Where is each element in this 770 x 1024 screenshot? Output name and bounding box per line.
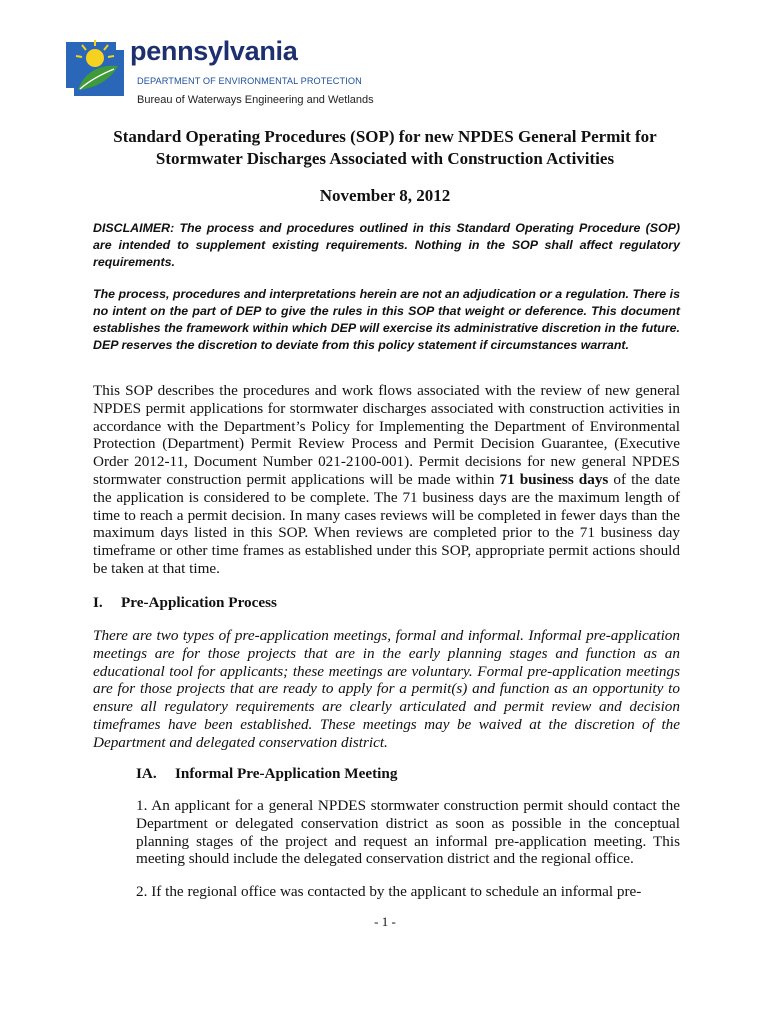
intro-bold-days: 71 business days	[499, 470, 609, 488]
state-name: pennsylvania	[130, 36, 298, 66]
intro-text-2: of the date the application is considered to be complete. The 71 business days are the maximum length of time to reach a permit decision. In many cases reviews will be completed in fewer days than the maximum days listed in this SOP. When reviews are completed prior to the 71 business day timeframe or other time frames as established under this SOP, appropriate permit actions should be taken at that time.	[93, 470, 680, 577]
section-1-number: I.	[93, 594, 103, 611]
section-1-paragraph: There are two types of pre-application meetings, formal and informal. Informal pre-application meetings are for those projects that are in the early planning stages and function as an educational tool for applicants; these meetings are voluntary. Formal pre-application meetings are for those projects that are ready to apply for a permit(s) and function as an opportunity to ensure all regulatory requirements are clearly articulated and permit review and decision timeframes have been established. These meetings may be waived at the discretion of the Department and delegated conservation district.	[93, 627, 680, 751]
title-line-1: Standard Operating Procedures (SOP) for new NPDES General Permit for	[113, 127, 657, 146]
title-line-2: Stormwater Discharges Associated with Construction Activities	[155, 149, 615, 168]
intro-text-1: This SOP describes the procedures and work flows associated with the review of new general NPDES permit applications for stormwater discharges associated with construction activities in accordance with the Department’s Policy for Implementing the Department of Environmental Protection (Department) Permit Review Process and Permit Decision Guarantee, (Executive Order 2012-11, Document Number 021-2100-001). Permit decisions for new general NPDES stormwater construction permit applications will be made within	[93, 382, 680, 488]
section-1a-heading: Informal Pre-Application Meeting	[175, 765, 398, 782]
department-name: DEPARTMENT OF ENVIRONMENTAL PROTECTION	[137, 76, 362, 86]
disclaimer-paragraph-2: The process, procedures and interpretations herein are not an adjudication or a regulation. There is no intent on the part of DEP to give the rules in this SOP that weight or deference. This document establishes the framework within which DEP will exercise its administrative discretion in the future. DEP reserves the discretion to deviate from this policy statement if circumstances warrant.	[93, 287, 680, 352]
list-item-1: 1. An applicant for a general NPDES stormwater construction permit should contact the Department or delegated conservation district as soon as possible in the conceptual planning stages of the project and request an informal pre-application meeting. This meeting should include the delegated conservation district and the regional office.	[136, 797, 680, 868]
bureau-name: Bureau of Waterways Engineering and Wetlands	[137, 94, 374, 106]
list-item-2: 2. If the regional office was contacted by the applicant to schedule an informal pre-	[136, 883, 642, 900]
page-number: - 1 -	[374, 914, 396, 929]
pennsylvania-logo-icon	[64, 36, 128, 98]
section-1a-number: IA.	[136, 765, 157, 782]
disclaimer-paragraph-1: DISCLAIMER: The process and procedures outlined in this Standard Operating Procedure (SOP) are intended to supplement existing requirements. Nothing in the SOP shall affect regulatory requirements.	[93, 221, 680, 269]
section-1-heading: Pre-Application Process	[121, 594, 277, 611]
document-date: November 8, 2012	[319, 186, 451, 205]
document-title	[60, 126, 710, 170]
intro-paragraph	[93, 382, 680, 578]
